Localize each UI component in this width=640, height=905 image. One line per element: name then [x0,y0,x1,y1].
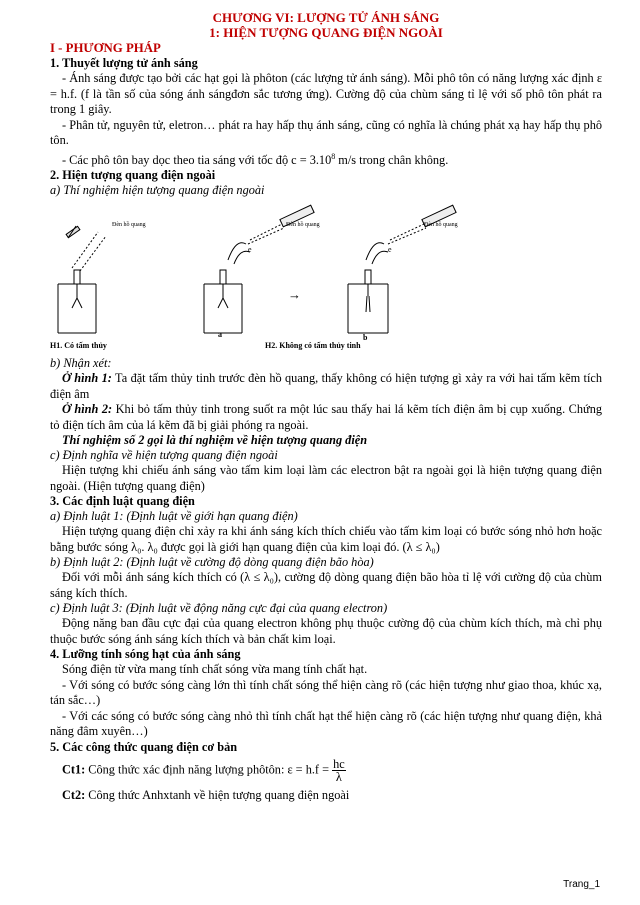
heading-5: 5. Các công thức quang điện cơ bản [50,739,238,754]
paragraph: Hiện tượng quang điện chỉ xảy ra khi ánh sáng kích thích chiếu vào tấm kim loại có bước sóng nhỏ hơn hoặc bằng bước sóng λ₀. λ₀ được gọi là giới hạn quang điện của kim loại đó. (λ ≤ λ₀) [50,524,602,554]
law-2-title: b) Định luật 2: (Định luật về cường độ dòng quang điện bão hòa) [50,555,374,570]
page-number: Trang_1 [563,879,600,890]
chapter-title: CHƯƠNG VI: LƯỢNG TỬ ÁNH SÁNG [212,10,440,25]
figure-caption-1: H1. Có tấm thủy [50,341,107,351]
lamp-label: Đèn hồ quang [424,222,458,229]
paragraph: Sóng điện từ vừa mang tính chất sóng vừa mang tính chất hạt. [62,662,368,677]
heading-3: 3. Các định luật quang điện [50,494,195,509]
lamp-label: Đèn hồ quang [112,222,146,229]
electron-label: e [388,245,392,255]
experiment-note: Thí nghiệm số 2 gọi là thí nghiệm về hiện tượng quang điện [62,433,368,448]
paragraph: - Các phô tôn bay dọc theo tia sáng với tốc độ $c = 3.10^8$ m/s trong chân không. [62,151,449,167]
experiment-figure [50,200,602,351]
heading-1: 1. Thuyết lượng tử ánh sáng [50,56,198,70]
heading-4: 4. Lưỡng tính sóng hạt của ánh sáng [50,647,241,662]
document-page [50,10,602,804]
subheading-c: c) Định nghĩa về hiện tượng quang điện ngoài [50,448,278,463]
paragraph: Động năng ban đầu cực đại của quang electron không phụ thuộc cường độ của chùm kích thích, mà chỉ phụ thuộc bước sóng ánh sáng kích thích và bản chất kim loại. [50,616,602,646]
formula-ct2: Ct2: Công thức Anhxtanh về hiện tượng quang điện ngoài [62,787,350,802]
subheading-a: a) Thí nghiệm hiện tượng quang điện ngoài [50,183,265,198]
figure-caption-2: H2. Không có tấm thủy tinh [265,341,361,351]
paragraph: - Ánh sáng được tạo bởi các hạt gọi là phôton (các lượng tử ánh sáng). Mỗi phô tôn có năng lượng xác định ε = h.f. (f là tần số của sóng ánh sángđơn sắc tương ứng). Cường độ của chùm sáng tỉ lệ với số phô tôn phát ra trong 1 giây. [50,71,602,116]
formula-ct1: Ct1: Công thức xác định năng lượng phôtôn: ε = h.f = $\frac{hc}{\lambda}$ [62,756,345,784]
electron-label: e [248,245,252,255]
fraction: $\frac{hc}{\lambda}$ [333,756,345,784]
arrow-icon: → [288,287,301,303]
label-b: b [363,333,368,343]
paragraph: Đối với mỗi ánh sáng kích thích có (λ ≤ λ₀), cường độ dòng quang điện bão hòa tỉ lệ với cường độ của chùm sáng kích thích. [50,570,602,600]
paragraph: Hiện tượng khi chiếu ánh sáng vào tấm kim loại làm các electron bật ra ngoài gọi là hiện tượng quang điện ngoài. (Hiện tượng quang điện) [50,463,602,493]
lamp-label: Đèn hồ quang [286,222,320,229]
heading-2: 2. Hiện tượng quang điện ngoài [50,168,216,183]
lesson-title: 1: HIỆN TƯỢNG QUANG ĐIỆN NGOÀI [209,25,443,40]
paragraph: - Phân tử, nguyên tử, eletron… phát ra hay hấp thụ ánh sáng, cũng có nghĩa là chúng phát xạ hay hấp thụ phô tôn. [50,117,602,147]
paragraph: - Với sóng có bước sóng càng lớn thì tính chất sóng thể hiện càng rõ (các hiện tượng như giao thoa, khúc xạ, tán sắc…) [50,677,602,708]
subheading-b: b) Nhận xét: [50,356,112,371]
label-a: a [218,330,222,340]
section-heading: I - PHƯƠNG PHÁP [50,41,161,55]
paragraph: Ở hình 1: Ta đặt tấm thủy tinh trước đèn hồ quang, thấy không có hiện tượng gì xảy ra với hai tấm kẽm tích điện âm [50,371,602,401]
law-1-title: a) Định luật 1: (Định luật về giới hạn quang điện) [50,509,298,524]
paragraph: Ở hình 2: Khi bỏ tấm thủy tinh trong suốt ra một lúc sau thấy hai lá kẽm tích điện âm bị cụp xuống. Chứng tỏ điện tích âm của lá kẽm đã bị giải phóng ra ngoài. [50,402,602,432]
law-3-title: c) Định luật 3: (Định luật về động năng cực đại của quang electron) [50,601,388,616]
paragraph: - Với các sóng có bước sóng càng nhỏ thì tính chất hạt thể hiện càng rõ (các hiện tượng như quang điện, khả năng đâm xuyên…) [50,708,602,739]
